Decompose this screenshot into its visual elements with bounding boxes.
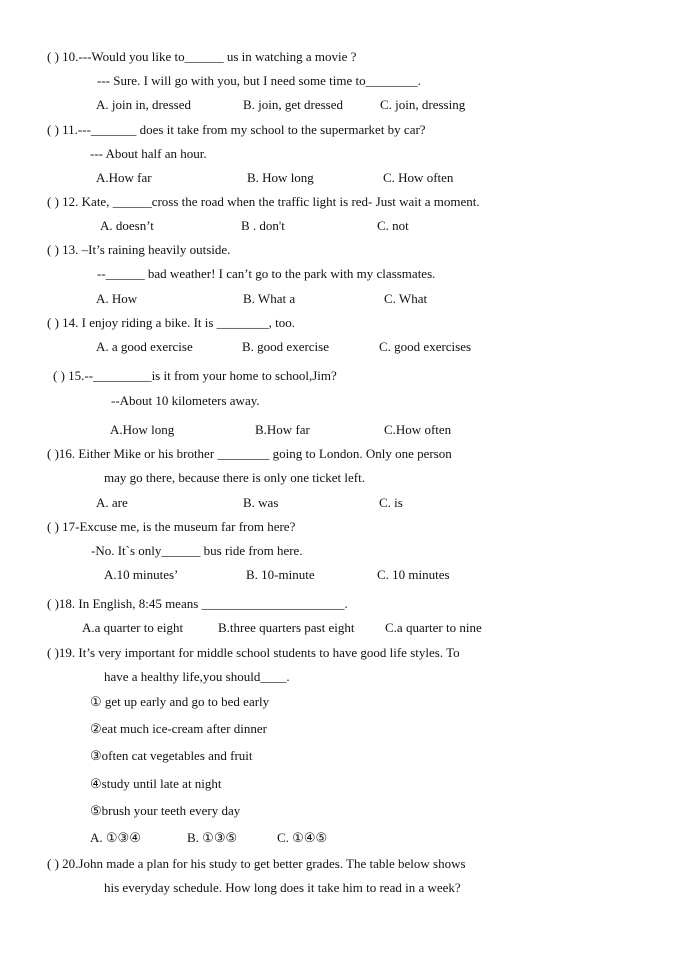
question-13-line-2: --______ bad weather! I can’t go to the park with my classmates. (97, 266, 436, 281)
question-14-stem: ( ) 14. I enjoy riding a bike. It is ________, too. (47, 315, 296, 330)
question-10-option-a: A. join in, dressed (96, 97, 191, 112)
question-17-option-a: A.10 minutes’ (104, 567, 179, 582)
question-19-item-1: ① get up early and go to bed early (90, 694, 270, 709)
question-13-option-c: C. What (384, 291, 428, 306)
question-16-stem: ( )16. Either Mike or his brother ________ going to London. Only one person (47, 446, 452, 461)
question-16-option-a: A. are (96, 495, 128, 510)
question-11-option-c: C. How often (383, 170, 454, 185)
question-18-option-b: B.three quarters past eight (218, 620, 355, 635)
question-13-option-b: B. What a (243, 291, 296, 306)
question-12-option-a: A. doesn’t (100, 218, 154, 233)
question-10-stem: ( ) 10.---Would you like to______ us in watching a movie ? (47, 49, 357, 64)
question-16-option-c: C. is (379, 495, 403, 510)
question-17-option-c: C. 10 minutes (377, 567, 450, 582)
question-17-stem: ( ) 17-Excuse me, is the museum far from here? (47, 519, 296, 534)
question-16-line-2: may go there, because there is only one ticket left. (104, 470, 365, 485)
question-11-line-2: --- About half an hour. (90, 146, 207, 161)
question-15-option-b: B.How far (255, 422, 310, 437)
question-16-option-b: B. was (243, 495, 279, 510)
question-14-option-c: C. good exercises (379, 339, 472, 354)
question-19-option-a: A. ①③④ (90, 830, 141, 845)
question-19-option-b: B. ①③⑤ (187, 830, 238, 845)
question-12-stem: ( ) 12. Kate, ______cross the road when the traffic light is red- Just wait a moment. (47, 194, 480, 209)
question-18-option-a: A.a quarter to eight (82, 620, 184, 635)
question-10-line-2: --- Sure. I will go with you, but I need some time to________. (97, 73, 421, 88)
question-10-option-b: B. join, get dressed (243, 97, 344, 112)
question-10-option-c: C. join, dressing (380, 97, 466, 112)
question-11-option-b: B. How long (247, 170, 314, 185)
question-15-option-c: C.How often (384, 422, 452, 437)
question-15-stem: ( ) 15.--_________is it from your home to school,Jim? (53, 368, 337, 383)
question-14-option-b: B. good exercise (242, 339, 330, 354)
question-19-item-3: ③often cat vegetables and fruit (90, 748, 253, 763)
question-13-option-a: A. How (96, 291, 138, 306)
question-12-option-b: B . don't (241, 218, 285, 233)
question-12-option-c: C. not (377, 218, 409, 233)
question-11-option-a: A.How far (96, 170, 152, 185)
question-17-option-b: B. 10-minute (246, 567, 315, 582)
question-18-option-c: C.a quarter to nine (385, 620, 482, 635)
question-19-item-4: ④study until late at night (90, 776, 222, 791)
question-13-stem: ( ) 13. –It’s raining heavily outside. (47, 242, 231, 257)
question-15-line-2: --About 10 kilometers away. (111, 393, 260, 408)
question-19-line-2: have a healthy life,you should____. (104, 669, 290, 684)
question-14-option-a: A. a good exercise (96, 339, 193, 354)
question-19-option-c: C. ①④⑤ (277, 830, 328, 845)
question-20-stem: ( ) 20.John made a plan for his study to get better grades. The table below shows (47, 856, 466, 871)
question-19-item-5: ⑤brush your teeth every day (90, 803, 241, 818)
question-11-stem: ( ) 11.---_______ does it take from my school to the supermarket by car? (47, 122, 426, 137)
question-20-line-2: his everyday schedule. How long does it take him to read in a week? (104, 880, 461, 895)
question-18-stem: ( )18. In English, 8:45 means ______________________. (47, 596, 348, 611)
question-19-item-2: ②eat much ice-cream after dinner (90, 721, 267, 736)
question-15-option-a: A.How long (110, 422, 175, 437)
question-19-stem: ( )19. It’s very important for middle school students to have good life styles. To (47, 645, 460, 660)
question-17-line-2: -No. It`s only______ bus ride from here. (91, 543, 303, 558)
